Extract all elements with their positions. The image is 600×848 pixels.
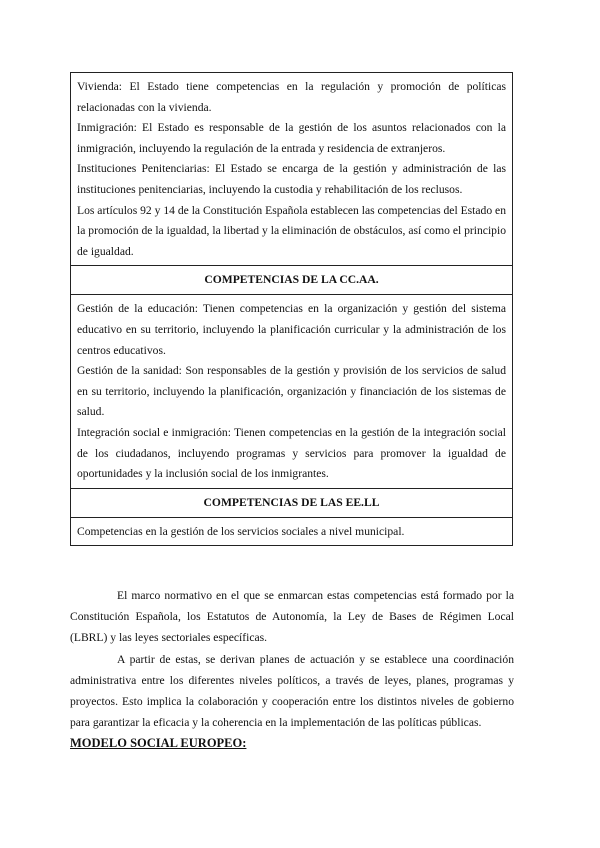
body-paragraph-framework: El marco normativo en el que se enmarcan estas competencias está formado por la Constitución Española, los Estatutos de Autonomía, la Ley de Bases de Régimen Local (LBRL) y las leyes sectoriales específicas. [70, 589, 514, 645]
ccaa-paragraph-education: Gestión de la educación: Tienen competencias en la organización y gestión del sistema educativo en su territorio, incluyendo la planificación curricular y la administración de los centros educativos. [77, 302, 506, 357]
section-heading-european-model: MODELO SOCIAL EUROPEO: [70, 736, 247, 751]
ccaa-paragraph-health: Gestión de la sanidad: Son responsables de la gestión y provisión de los servicios de salud en su territorio, incluyendo la planificación, organización y financiación de los sistemas de salud. [77, 364, 506, 419]
state-paragraph-immigration: Inmigración: El Estado es responsable de la gestión de los asuntos relacionados con la inmigración, incluyendo la regulación de la entrada y residencia de extranjeros. [77, 121, 506, 155]
state-competencies-row [71, 73, 513, 266]
eell-competencies-cell [71, 517, 513, 546]
ccaa-paragraph-integration: Integración social e inmigración: Tienen competencias en la gestión de la integración social de los ciudadanos, incluyendo programas y servicios para promover la igualdad de oportunidades y la inclusión social de los inmigrantes. [77, 425, 506, 481]
eell-paragraph-social-services: Competencias en la gestión de los servicios sociales a nivel municipal. [77, 524, 405, 538]
ccaa-heading-row [71, 266, 513, 295]
state-paragraph-housing: Vivienda: El Estado tiene competencias en la regulación y promoción de políticas relacionadas con la vivienda. [77, 80, 506, 114]
eell-heading: COMPETENCIAS DE LAS EE.LL [71, 488, 513, 517]
state-competencies-cell [71, 73, 513, 266]
ccaa-competencies-cell [71, 295, 513, 488]
state-paragraph-prisons: Instituciones Penitenciarias: El Estado se encarga de la gestión y administración de las instituciones penitenciarias, incluyendo la custodia y rehabilitación de los reclusos. [77, 162, 506, 196]
eell-heading-row [71, 488, 513, 517]
state-paragraph-constitution: Los artículos 92 y 14 de la Constitución Española establecen las competencias del Estado en la promoción de la igualdad, la libertad y la eliminación de obstáculos, así como el principio de igualdad. [77, 203, 506, 258]
competencies-table [70, 72, 513, 546]
ccaa-heading: COMPETENCIAS DE LA CC.AA. [71, 266, 513, 295]
body-paragraph-coordination: A partir de estas, se derivan planes de actuación y se establece una coordinación administrativa entre los diferentes niveles políticos, a través de leyes, planes, programas y proyectos. Esto implica la colaboración y cooperación entre los distintos niveles de gobierno para garantizar la eficacia y la coherencia en la implementación de las políticas públicas. [70, 652, 514, 730]
eell-competencies-row [71, 517, 513, 546]
body-text [70, 585, 514, 753]
ccaa-competencies-row [71, 295, 513, 488]
